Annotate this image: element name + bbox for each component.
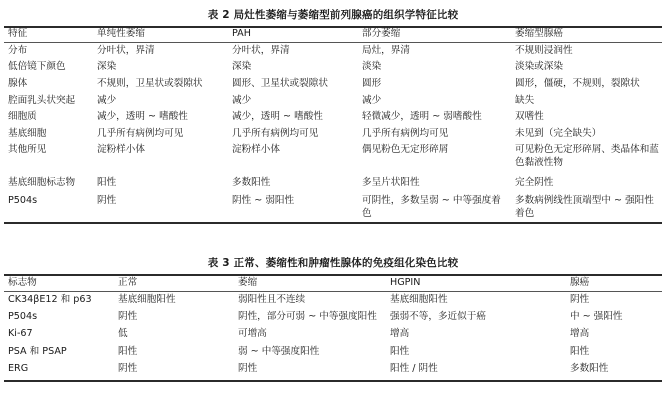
table2-cell: 减少，透明 ~ 嗜酸性 xyxy=(97,111,188,122)
table2-cell: 几乎所有病例均可见 xyxy=(362,128,449,139)
table2-cell: 偶见粉色无定形碎屑 xyxy=(362,144,449,155)
table2-cell: 不规则，卫星状或裂隙状 xyxy=(97,78,203,89)
table2-cell: 减少，透明 ~ 嗜酸性 xyxy=(232,111,323,122)
table2-cell: 轻微减少，透明 ~ 弱嗜酸性 xyxy=(362,111,482,122)
table2-row-label: 其他所见 xyxy=(8,144,47,155)
table3-cell: 阴性 xyxy=(238,363,258,374)
table2-cell: 圆形，僵硬，不规则，裂隙状 xyxy=(515,78,640,89)
table3-cell: 弱 ~ 中等强度阳性 xyxy=(238,346,320,357)
table3-cell: 中 ~ 强阳性 xyxy=(570,311,623,322)
table3-header-normal: 正常 xyxy=(118,277,138,288)
table2-cell: 减少 xyxy=(232,95,252,106)
table2-cell: 几乎所有病例均可见 xyxy=(232,128,319,139)
table3-bottom-rule xyxy=(4,380,662,382)
table3-cell: 阴性 xyxy=(118,363,138,374)
table3-cell: 阴性，部分可弱 ~ 中等强度阳性 xyxy=(238,311,377,322)
table3-cell: 增高 xyxy=(570,328,590,339)
table3-cell: 基底细胞阳性 xyxy=(390,294,448,305)
table2-cell: 分叶状，界清 xyxy=(97,45,155,56)
table2-cell: 未见到（完全缺失） xyxy=(515,128,602,139)
table2-row-label: 低倍镜下颜色 xyxy=(8,61,66,72)
table2-cell: 多数病例线性顶端型中 ~ 强阳性着色 xyxy=(515,195,654,219)
table2-row-label: 分布 xyxy=(8,45,28,56)
table3-cell: 基底细胞阳性 xyxy=(118,294,176,305)
table2-row-label: 基底细胞标志物 xyxy=(8,177,76,188)
table2-cell: 缺失 xyxy=(515,95,535,106)
table2-cell: 完全阴性 xyxy=(515,177,554,188)
table3-cell: 增高 xyxy=(390,328,410,339)
table2-cell: 阳性 xyxy=(97,177,117,188)
table3-cell: 阳性 xyxy=(118,346,138,357)
table2-cell: 可见粉色无定形碎屑、类晶体和蓝色黏液性物 xyxy=(515,144,659,168)
table3-header-hgpin: HGPIN xyxy=(390,277,421,288)
table3-top-rule xyxy=(4,274,662,276)
table3-title: 表 3 正常、萎缩性和肿瘤性腺体的免疫组化染色比较 xyxy=(207,257,459,269)
table3-cell: 阳性 xyxy=(390,346,410,357)
table2-header-atrophic-carcinoma: 萎缩型腺癌 xyxy=(515,28,563,39)
table2-cell: 淡染 xyxy=(362,61,382,72)
table2-header-feature: 特征 xyxy=(8,28,28,39)
table3-cell: 弱阳性且不连续 xyxy=(238,294,306,305)
table3-cell: 阴性 xyxy=(570,294,590,305)
table2-cell: 淡染或深染 xyxy=(515,61,563,72)
table3-cell: 强弱不等，多近似于癌 xyxy=(390,311,486,322)
table2-row-label: 腺体 xyxy=(8,78,28,89)
table2-cell: 减少 xyxy=(97,95,117,106)
table2-header-simple-atrophy: 单纯性萎缩 xyxy=(97,28,145,39)
table2-cell: 深染 xyxy=(97,61,117,72)
table2-cell: 圆形、卫星状或裂隙状 xyxy=(232,78,328,89)
table2-title: 表 2 局灶性萎缩与萎缩型前列腺癌的组织学特征比较 xyxy=(207,9,459,21)
table3-header-carcinoma: 腺癌 xyxy=(570,277,590,288)
table2-bottom-rule xyxy=(4,222,662,224)
table2-cell: 局灶，界清 xyxy=(362,45,410,56)
table2-header-pah: PAH xyxy=(232,28,251,39)
table2-cell: 不规则浸润性 xyxy=(515,45,573,56)
table3-cell: 低 xyxy=(118,328,128,339)
table3-cell: 阳性 xyxy=(570,346,590,357)
table2-cell: 减少 xyxy=(362,95,382,106)
table2-header-rule xyxy=(4,42,662,43)
table3-row-label: Ki-67 xyxy=(8,328,33,339)
table2-cell: 双嗜性 xyxy=(515,111,544,122)
table3-cell: 阳性 / 阴性 xyxy=(390,363,438,374)
table2-cell: 多呈片状阳性 xyxy=(362,177,420,188)
table3-row-label: PSA 和 PSAP xyxy=(8,346,67,357)
table3-cell: 可增高 xyxy=(238,328,267,339)
table3-header-atrophy: 萎缩 xyxy=(238,277,258,288)
table2-cell: 可阴性，多数呈弱 ~ 中等强度着色 xyxy=(362,195,501,219)
table2-row-label: 腔面乳头状突起 xyxy=(8,95,76,106)
table2-cell: 多数阳性 xyxy=(232,177,271,188)
table2-row-label: P504s xyxy=(8,195,38,206)
table2-cell: 几乎所有病例均可见 xyxy=(97,128,184,139)
table2-cell: 圆形 xyxy=(362,78,382,89)
table3-row-label: ERG xyxy=(8,363,29,374)
table2-cell: 阴性 xyxy=(97,195,117,206)
table3-header-marker: 标志物 xyxy=(8,277,37,288)
table2-cell: 淀粉样小体 xyxy=(97,144,145,155)
table3-row-label: P504s xyxy=(8,311,38,322)
table3-header-rule xyxy=(4,291,662,292)
table2-header-partial-atrophy: 部分萎缩 xyxy=(362,28,401,39)
table3-cell: 多数阳性 xyxy=(570,363,609,374)
table2-cell: 分叶状，界清 xyxy=(232,45,290,56)
table2-row-label: 基底细胞 xyxy=(8,128,47,139)
table3-cell: 阴性 xyxy=(118,311,138,322)
table2-row-label: 细胞质 xyxy=(8,111,37,122)
table2-cell: 淀粉样小体 xyxy=(232,144,280,155)
table3-row-label: CK34βE12 和 p63 xyxy=(8,294,92,305)
table2-cell: 阴性 ~ 弱阳性 xyxy=(232,195,295,206)
table2-cell: 深染 xyxy=(232,61,252,72)
